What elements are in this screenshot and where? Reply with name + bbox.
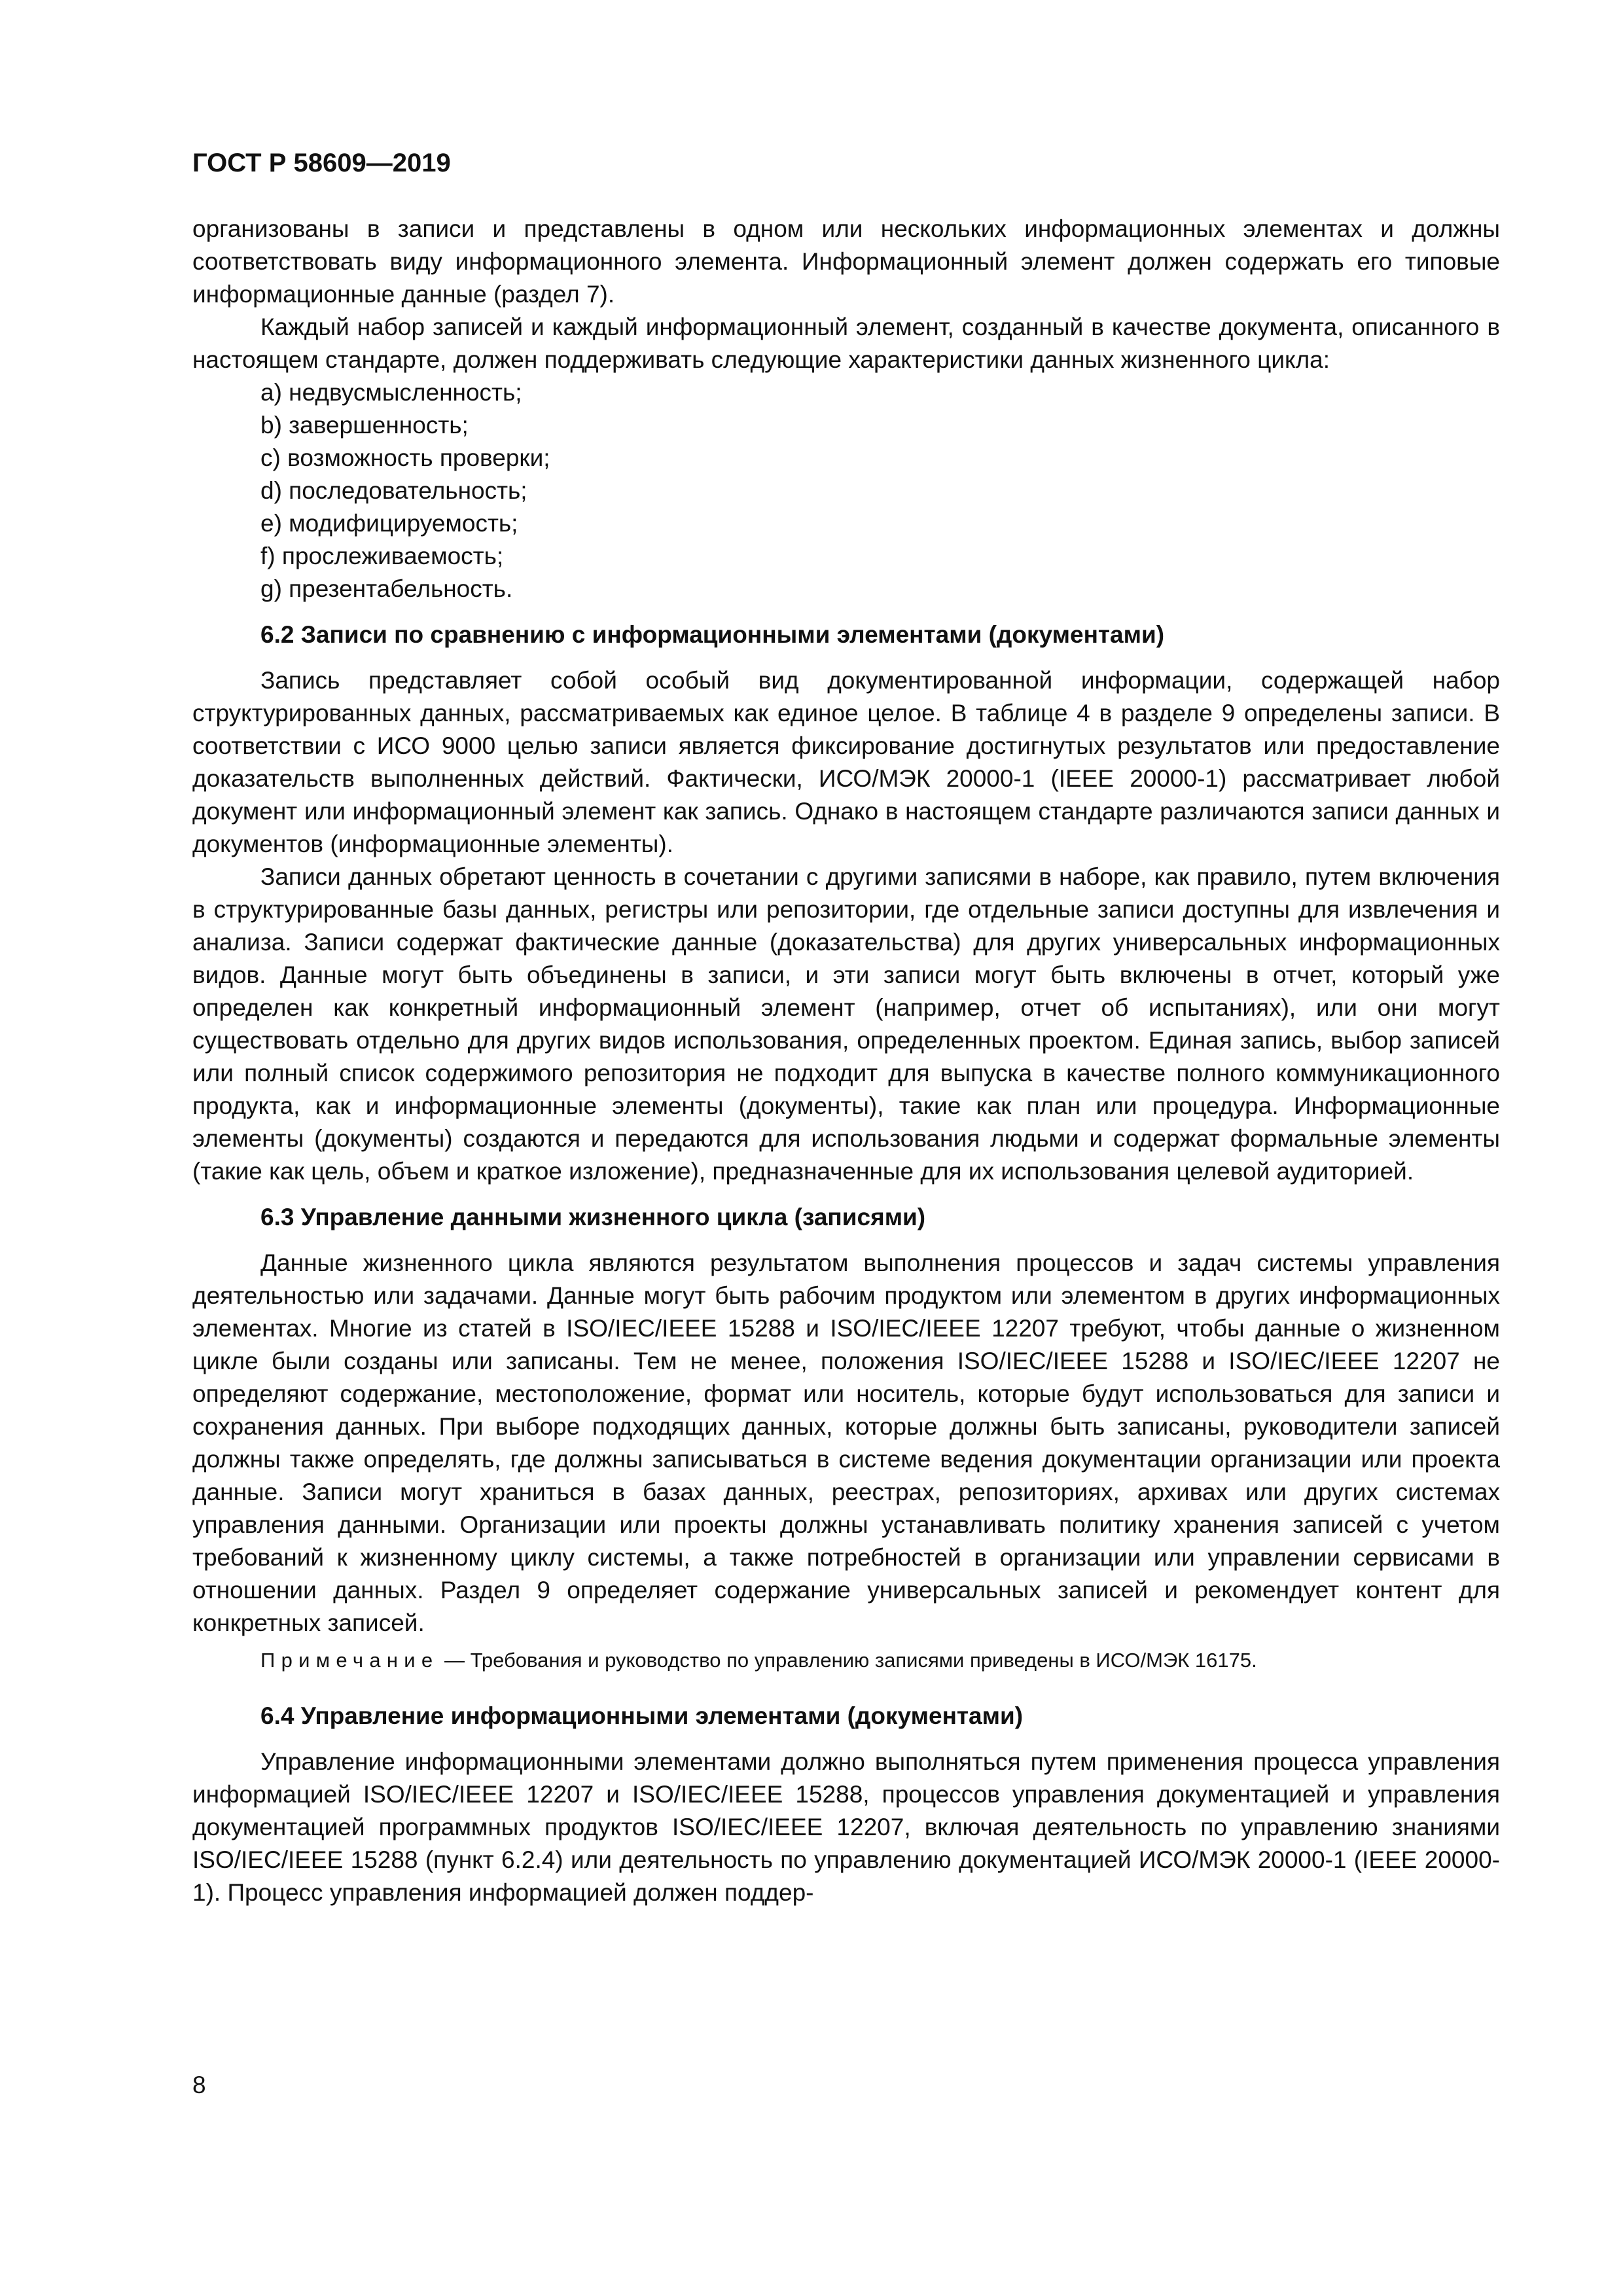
section-6-4-paragraph-1: Управление информационными элементами должно выполняться путем применения процесса управления информацией ISO/IEC/IEEE 12207 и ISO/IEC/IEEE 15288, процессов управления документацией и управления документацией программных продуктов ISO/IEC/IEEE 12207, включая деятельность по управлению знаниями ISO/IEC/IEEE 15288 (пункт 6.2.4) или деятельность по управлению документацией ИСО/МЭК 20000-1 (IEEE 20000-1). Процесс управления информацией должен поддер- [192,1748,1500,1906]
section-heading-6-3: 6.3 Управление данными жизненного цикла (записями) [260,1204,926,1230]
section-heading-6-4: 6.4 Управление информационными элементами (документами) [260,1702,1024,1729]
section-6-3-paragraph-1: Данные жизненного цикла являются результатом выполнения процессов и задач системы управления деятельностью или задачами. Данные могут быть рабочим продуктом или элементом в других информационных элементах. Многие из статей в ISO/IEC/IEEE 15288 и ISO/IEC/IEEE 12207 требуют, чтобы данные о жизненном цикле были созданы или записаны. Тем не менее, положения ISO/IEC/IEEE 15288 и ISO/IEC/IEEE 12207 не определяют содержание, местоположение, формат или носитель, которые будут использоваться для записи и сохранения данных. При выборе подходящих данных, которые должны быть записаны, руководители записей должны также определять, где должны записываться в системе ведения документации организации или проекта данные. Записи могут храниться в базах данных, реестрах, репозиториях, архивах или других системах управления данными. Организации или проекты должны устанавливать политику хранения записей с учетом требований к жизненному циклу системы, а также потребностей в организации или управлении сервисами в отношении данных. Раздел 9 определяет содержание универсальных записей и рекомендует контент для конкретных записей. [192,1249,1500,1636]
document-code-header: ГОСТ Р 58609—2019 [192,149,451,177]
note-text: — Требования и руководство по управлению записями приведены в ИСО/МЭК 16175. [438,1649,1257,1672]
intro-paragraph-1: организованы в записи и представлены в одном или нескольких информационных элементах и должны соответствовать виду информационного элемента. Информационный элемент должен содержать его типовые информационные данные (раздел 7). [192,215,1500,308]
section-heading-6-2: 6.2 Записи по сравнению с информационными элементами (документами) [260,621,1165,648]
intro-paragraph-2: Каждый набор записей и каждый информационный элемент, созданный в качестве документа, описанного в настоящем стандарте, должен поддерживать следующие характеристики данных жизненного цикла: [192,314,1500,373]
document-page [192,147,1500,1909]
list-item: b) завершенность; [260,412,469,439]
list-item: e) модифицируемость; [260,510,518,537]
list-item: g) презентабельность. [260,575,513,602]
note-label: Примечание [260,1649,439,1672]
page-number: 8 [192,2072,206,2098]
section-6-2-paragraph-1: Запись представляет собой особый вид документированной информации, содержащей набор структурированных данных, рассматриваемых как единое целое. В таблице 4 в разделе 9 определены записи. В соответствии с ИСО 9000 целью записи является фиксирование достигнутых результатов или предоставление доказательств выполненных действий. Фактически, ИСО/МЭК 20000-1 (IEEE 20000-1) рассматривает любой документ или информационный элемент как запись. Однако в настоящем стандарте различаются записи данных и документов (информационные элементы). [192,667,1500,857]
section-6-2-paragraph-2: Записи данных обретают ценность в сочетании с другими записями в наборе, как правило, путем включения в структурированные базы данных, регистры или репозитории, где отдельные записи доступны для извлечения и анализа. Записи содержат фактические данные (доказательства) для других универсальных информационных видов. Данные могут быть объединены в записи, и эти записи могут быть включены в отчет, который уже определен как конкретный информационный элемент (например, отчет об испытаниях), или они могут существовать отдельно для других видов использования, определенных проектом. Единая запись, выбор записей или полный список содержимого репозитория не подходит для выпуска в качестве полного коммуникационного продукта, как и информационные элементы (документы), такие как план или процедура. Информационные элементы (документы) создаются и передаются для использования людьми и содержат формальные элементы (такие как цель, объем и краткое изложение), предназначенные для их использования целевой аудиторией. [192,863,1500,1185]
list-item: c) возможность проверки; [260,444,550,471]
list-item: f) прослеживаемость; [260,543,504,569]
section-6-3-note [260,1646,1500,1675]
list-item: d) последовательность; [260,477,527,504]
list-item: a) недвусмысленность; [260,379,522,406]
characteristics-list [192,376,1500,605]
